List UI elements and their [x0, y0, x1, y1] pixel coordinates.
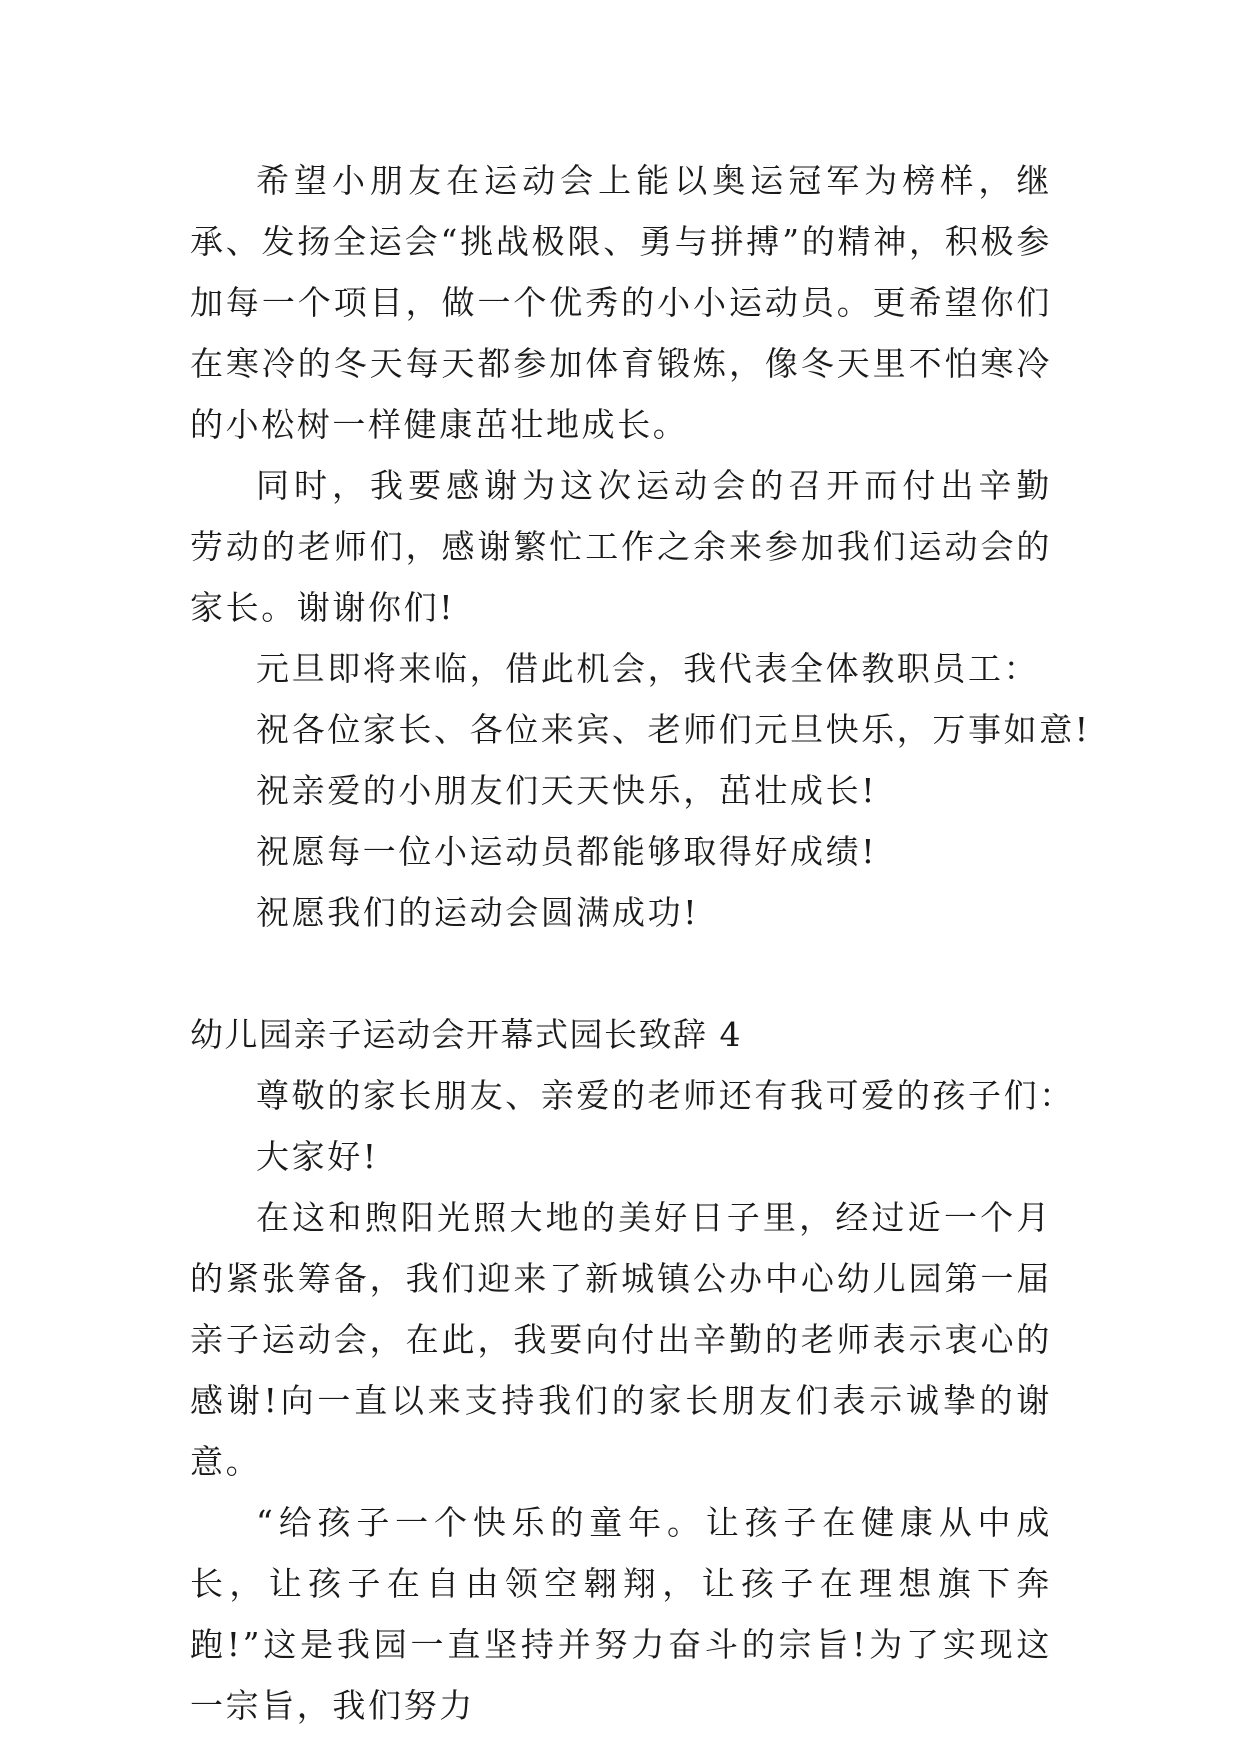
- paragraph-new-year: 元旦即将来临，借此机会，我代表全体教职员工：: [256, 649, 1040, 688]
- section-heading: 幼儿园亲子运动会开幕式园长致辞 4: [190, 1015, 742, 1054]
- paragraph-thanks: 同时，我要感谢为这次运动会的召开而付出辛勤 劳动的老师们，感谢繁忙工作之余来参加我们运动会的家长。谢谢你们!: [190, 466, 1052, 627]
- wish-line: 祝愿每一位小运动员都能够取得好成绩!: [256, 832, 878, 871]
- greeting: 大家好!: [256, 1137, 379, 1176]
- wish-line: 祝愿我们的运动会圆满成功!: [256, 893, 700, 932]
- paragraph-hope: 希望小朋友在运动会上能以奥运冠军为榜样，继承、发扬全运会“挑战极限、勇与拼搏”的精神，积极参加每一个项目，做一个优秀的小小运动员。更希望你们在寒冷的冬天每天都参加体育锻炼，像冬天里不怕寒冷的小松树一样健康茁壮地成长。: [190, 161, 1052, 444]
- paragraph-opening: 在这和煦阳光照大地的美好日子里，经过近一个月的紧张筹备，我们迎来了新城镇公办中心幼儿园第一届亲子运动会，在此，我要向付出辛勤的老师表示衷心的感谢!向一直以来支持我们的家长朋友们表示诚挚的谢意。: [190, 1198, 1052, 1481]
- document-page: [190, 150, 1091, 1736]
- wish-line: 祝亲爱的小朋友们天天快乐，茁壮成长!: [256, 771, 878, 810]
- paragraph-mission: “给孩子一个快乐的童年。让孩子在健康从中成长，让孩子在自由领空翱翔，让孩子在理想旗下奔跑!”这是我园一直坚持并努力奋斗的宗旨!为了实现这一宗旨，我们努力: [190, 1503, 1052, 1725]
- wish-line: 祝各位家长、各位来宾、老师们元旦快乐，万事如意!: [256, 710, 1091, 749]
- salutation: 尊敬的家长朋友、亲爱的老师还有我可爱的孩子们：: [256, 1076, 1075, 1115]
